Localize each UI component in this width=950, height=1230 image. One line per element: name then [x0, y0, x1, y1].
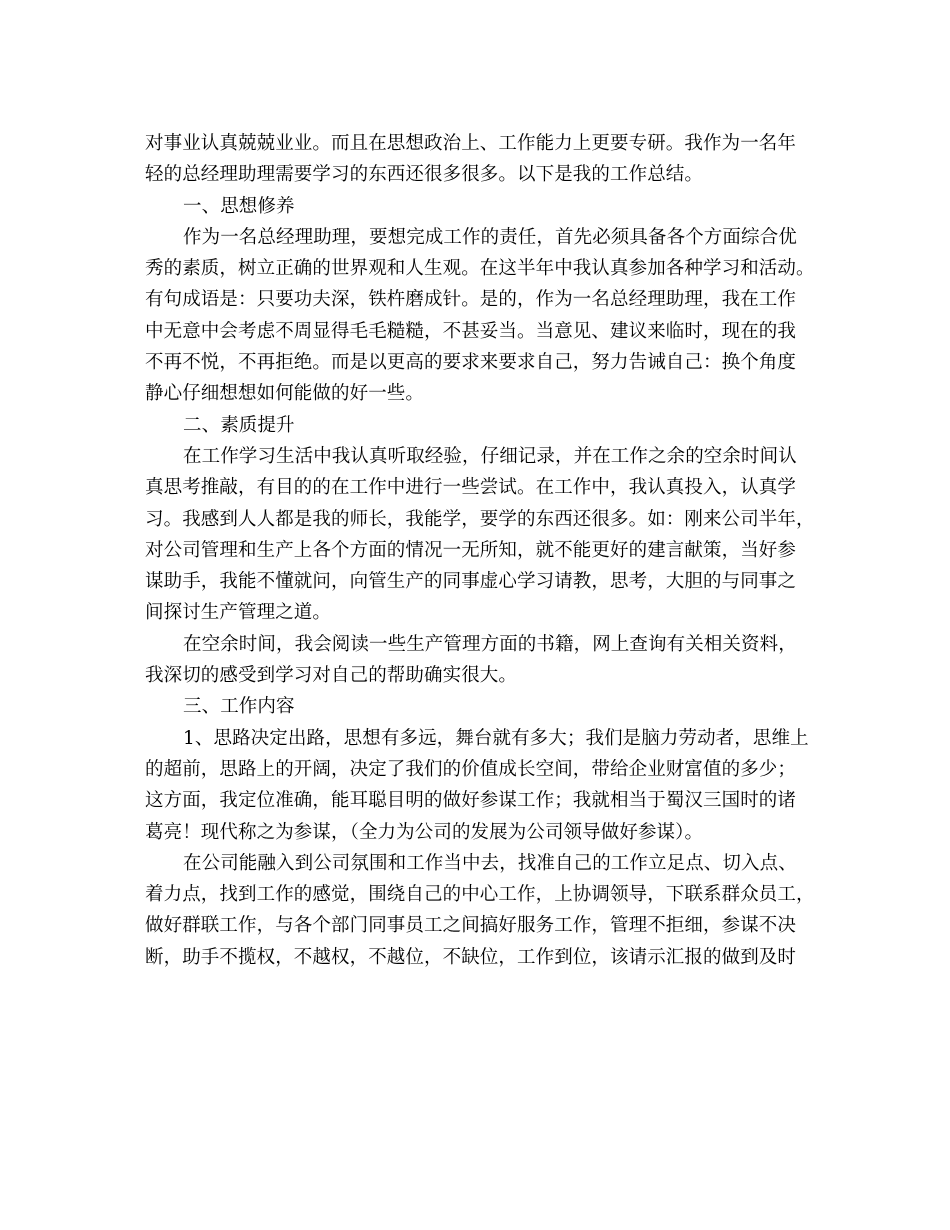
text-line: 谋助手，我能不懂就问，向管生产的同事虚心学习请教，思考，大胆的与同事之 — [145, 571, 797, 593]
text-line: 做好群联工作，与各个部门同事员工之间搞好服务工作，管理不拒细，参谋不决 — [145, 915, 797, 937]
text-line: 着力点，找到工作的感觉，围绕自己的中心工作，上协调领导，下联系群众员工， — [145, 884, 815, 906]
text-line: 中无意中会考虑不周显得毛毛糙糙，不甚妥当。当意见、建议来临时，现在的我 — [145, 320, 797, 342]
text-line: 间探讨生产管理之道。 — [145, 602, 332, 624]
text-line: 作为一名总经理助理，要想完成工作的责任，首先必须具备各个方面综合优 — [183, 226, 797, 248]
text-line: 在公司能融入到公司氛围和工作当中去，找准自己的工作立足点、切入点、 — [183, 852, 797, 874]
text-line: 在空余时间，我会阅读一些生产管理方面的书籍，网上查询有关相关资料， — [183, 633, 797, 655]
text-line: 有句成语是：只要功夫深，铁杵磨成针。是的，作为一名总经理助理，我在工作 — [145, 289, 797, 311]
section-heading: 三、工作内容 — [183, 696, 295, 718]
text-line: 1、思路决定出路，思想有多远，舞台就有多大；我们是脑力劳动者，思维上 — [183, 727, 809, 749]
text-line: 静心仔细想想如何能做的好一些。 — [145, 383, 425, 405]
text-line: 对公司管理和生产上各个方面的情况一无所知，就不能更好的建言献策，当好参 — [145, 539, 797, 561]
text-line: 的超前，思路上的开阔，决定了我们的价值成长空间，带给企业财富值的多少； — [145, 758, 797, 780]
text-line: 对事业认真兢兢业业。而且在思想政治上、工作能力上更要专研。我作为一名年 — [145, 133, 797, 154]
document-body — [145, 128, 815, 973]
section-heading: 二、素质提升 — [183, 414, 295, 436]
text-line: 习。我感到人人都是我的师长，我能学，要学的东西还很多。如：刚来公司半年， — [145, 508, 815, 530]
text-line: 断，助手不揽权，不越权，不越位，不缺位，工作到位，该请示汇报的做到及时 — [145, 946, 797, 968]
text-line: 我深切的感受到学习对自己的帮助确实很大。 — [145, 665, 518, 687]
text-line: 秀的素质，树立正确的世界观和人生观。在这半年中我认真参加各种学习和活动。 — [145, 258, 815, 280]
text-line: 这方面，我定位准确，能耳聪目明的做好参谋工作；我就相当于蜀汉三国时的诸 — [145, 790, 797, 812]
text-line: 葛亮！现代称之为参谋，（全力为公司的发展为公司领导做好参谋）。 — [145, 821, 704, 843]
text-line: 在工作学习生活中我认真听取经验，仔细记录，并在工作之余的空余时间认 — [183, 445, 797, 467]
text-line: 轻的总经理助理需要学习的东西还很多很多。以下是我的工作总结。 — [145, 164, 704, 186]
text-line: 真思考推敲，有目的的在工作中进行一些尝试。在工作中，我认真投入，认真学 — [145, 477, 797, 499]
text-line: 不再不悦，不再拒绝。而是以更高的要求来要求自己，努力告诫自己：换个角度 — [145, 352, 797, 374]
section-heading: 一、思想修养 — [183, 195, 295, 217]
